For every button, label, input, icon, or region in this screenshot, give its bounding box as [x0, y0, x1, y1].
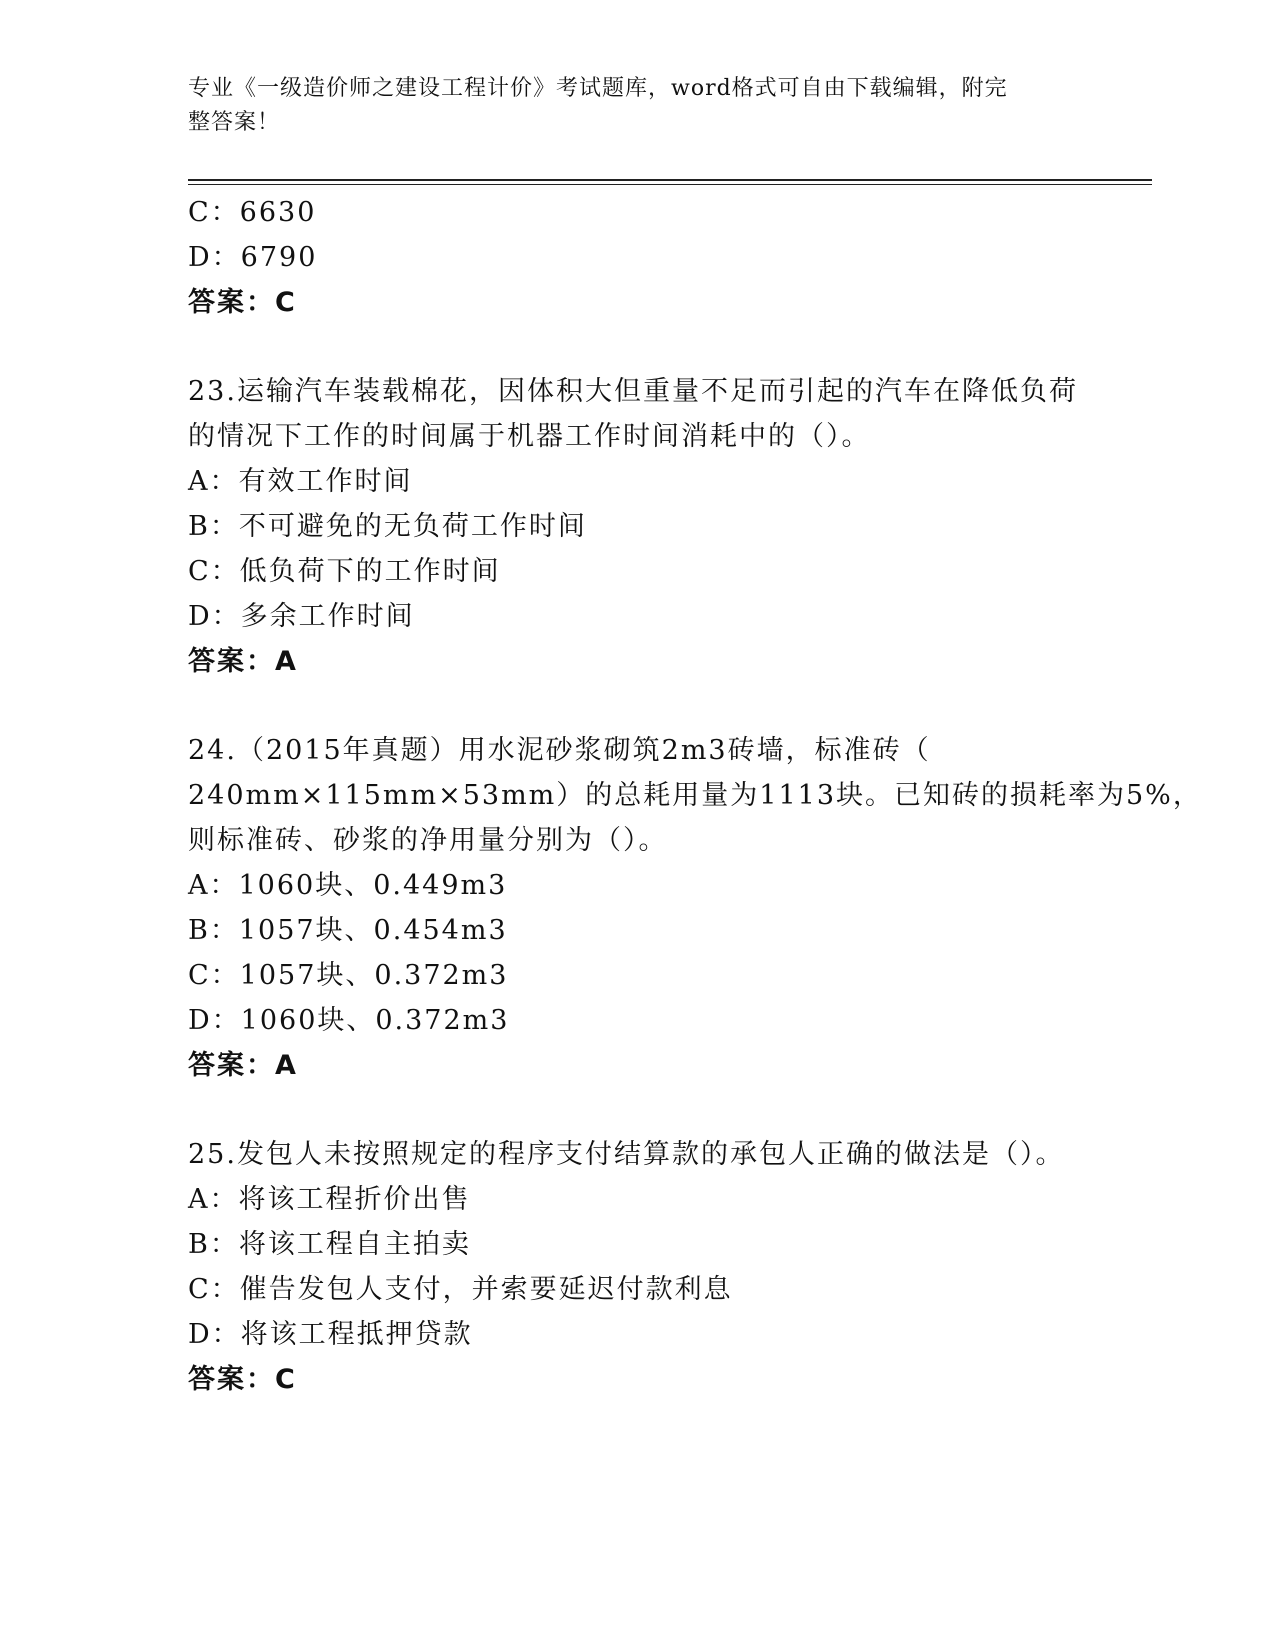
- option-text: 将该工程抵押贷款: [240, 1319, 473, 1350]
- option-a: [188, 863, 1088, 908]
- option-text: 将该工程折价出售: [238, 1184, 471, 1215]
- option-c: [188, 953, 1088, 998]
- option-label: D：: [188, 242, 241, 273]
- header-line-1: 专业《一级造价师之建设工程计价》考试题库，word格式可自由下载编辑，附完: [188, 76, 1008, 101]
- question-text-line: 25.发包人未按照规定的程序支付结算款的承包人正确的做法是（）。: [188, 1139, 1065, 1170]
- option-text: 1057块、0.454m3: [238, 915, 508, 946]
- option-text: 1057块、0.372m3: [239, 960, 509, 991]
- option-d: [188, 998, 1088, 1043]
- option-a: [188, 459, 1088, 504]
- option-text: 低负荷下的工作时间: [239, 556, 501, 587]
- option-text: 多余工作时间: [240, 601, 415, 632]
- option-label: B：: [188, 915, 239, 946]
- option-d: [188, 594, 1088, 639]
- answer-line: 答案：A: [188, 1050, 298, 1081]
- option-text: 6630: [239, 197, 317, 228]
- option-label: A：: [188, 1184, 239, 1215]
- question-23-block: [188, 369, 1088, 684]
- option-label: D：: [188, 1319, 241, 1350]
- option-label: C：: [188, 197, 240, 228]
- option-text: 将该工程自主拍卖: [238, 1229, 471, 1260]
- question-text-line: 240mm×115mm×53mm）的总耗用量为1113块。已知砖的损耗率为5%，: [188, 780, 1202, 811]
- question-content: [188, 190, 1202, 1402]
- header-line-2: 整答案！: [188, 110, 281, 135]
- option-label: A：: [188, 870, 239, 901]
- header-divider: [188, 179, 1152, 181]
- option-label: C：: [188, 556, 240, 587]
- option-label: C：: [188, 1274, 240, 1305]
- spacer: [188, 1088, 1088, 1132]
- option-d: [188, 235, 1088, 280]
- question-24-block: [188, 728, 1202, 1088]
- question-text-line: 的情况下工作的时间属于机器工作时间消耗中的（）。: [188, 421, 871, 452]
- option-label: B：: [188, 511, 239, 542]
- option-c: [188, 549, 1088, 594]
- question-text-line: 则标准砖、砂浆的净用量分别为（）。: [188, 825, 668, 856]
- answer-line: 答案：C: [188, 287, 297, 318]
- question-25-block: [188, 1132, 1088, 1402]
- option-text: 有效工作时间: [238, 466, 413, 497]
- option-label: B：: [188, 1229, 239, 1260]
- option-c: [188, 1267, 1088, 1312]
- page-header: [188, 72, 1068, 140]
- option-text: 催告发包人支付，并索要延迟付款利息: [239, 1274, 733, 1305]
- answer-line: 答案：A: [188, 646, 298, 677]
- question-text-line: 23.运输汽车装载棉花，因体积大但重量不足而引起的汽车在降低负荷: [188, 376, 1078, 407]
- option-label: C：: [188, 960, 240, 991]
- question-text-line: 24.（2015年真题）用水泥砂浆砌筑2m3砖墙，标准砖（: [188, 735, 931, 766]
- option-text: 1060块、0.372m3: [240, 1005, 510, 1036]
- answer-line: 答案：C: [188, 1364, 297, 1395]
- option-text: 6790: [240, 242, 318, 273]
- option-d: [188, 1312, 1088, 1357]
- option-c: [188, 190, 1088, 235]
- header-divider-thin: [188, 184, 1152, 185]
- spacer: [188, 684, 1088, 728]
- option-label: D：: [188, 1005, 241, 1036]
- option-text: 1060块、0.449m3: [238, 870, 508, 901]
- option-b: [188, 1222, 1088, 1267]
- option-b: [188, 504, 1088, 549]
- option-a: [188, 1177, 1088, 1222]
- option-label: A：: [188, 466, 239, 497]
- prev-question-block: [188, 190, 1088, 325]
- option-b: [188, 908, 1088, 953]
- option-label: D：: [188, 601, 241, 632]
- option-text: 不可避免的无负荷工作时间: [238, 511, 587, 542]
- spacer: [188, 325, 1088, 369]
